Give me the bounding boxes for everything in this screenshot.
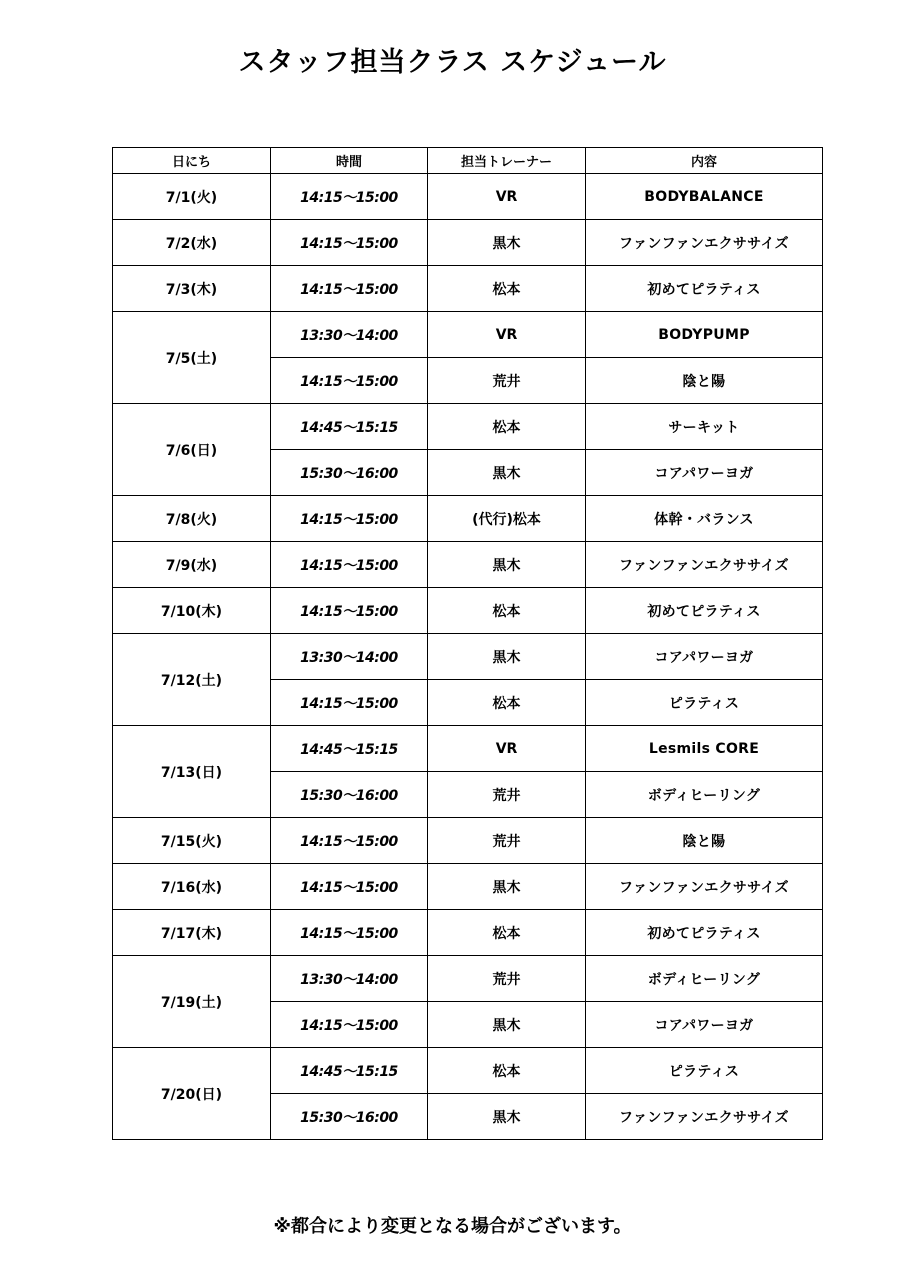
date-cell: 7/9(水) bbox=[113, 542, 271, 588]
time-cell: 14:15～15:00 bbox=[271, 496, 428, 542]
schedule-table bbox=[112, 147, 823, 1140]
class-cell: ファンファンエクササイズ bbox=[586, 220, 823, 266]
class-cell: ファンファンエクササイズ bbox=[586, 864, 823, 910]
class-cell: 初めてピラティス bbox=[586, 588, 823, 634]
trainer-cell: 松本 bbox=[428, 680, 586, 726]
time-cell: 14:15～15:00 bbox=[271, 1002, 428, 1048]
class-cell: 陰と陽 bbox=[586, 818, 823, 864]
class-cell: BODYPUMP bbox=[586, 312, 823, 358]
trainer-cell: 黒木 bbox=[428, 220, 586, 266]
date-cell: 7/2(水) bbox=[113, 220, 271, 266]
table-row bbox=[113, 726, 823, 772]
column-header-time: 時間 bbox=[271, 148, 428, 174]
class-cell: 陰と陽 bbox=[586, 358, 823, 404]
class-cell: コアパワーヨガ bbox=[586, 450, 823, 496]
class-cell: ファンファンエクササイズ bbox=[586, 542, 823, 588]
table-row bbox=[113, 312, 823, 358]
table-row bbox=[113, 956, 823, 1002]
date-cell: 7/10(木) bbox=[113, 588, 271, 634]
trainer-cell: VR bbox=[428, 174, 586, 220]
table-row bbox=[113, 404, 823, 450]
trainer-cell: (代行)松本 bbox=[428, 496, 586, 542]
trainer-cell: 松本 bbox=[428, 910, 586, 956]
class-cell: コアパワーヨガ bbox=[586, 1002, 823, 1048]
time-cell: 15:30～16:00 bbox=[271, 450, 428, 496]
trainer-cell: 荒井 bbox=[428, 772, 586, 818]
class-cell: 初めてピラティス bbox=[586, 266, 823, 312]
class-cell: ボディヒーリング bbox=[586, 956, 823, 1002]
class-cell: BODYBALANCE bbox=[586, 174, 823, 220]
table-row bbox=[113, 496, 823, 542]
trainer-cell: 荒井 bbox=[428, 956, 586, 1002]
page-title: スタッフ担当クラス スケジュール bbox=[238, 47, 667, 78]
table-row bbox=[113, 864, 823, 910]
date-cell: 7/15(火) bbox=[113, 818, 271, 864]
date-cell: 7/6(日) bbox=[113, 404, 271, 496]
time-cell: 14:45～15:15 bbox=[271, 726, 428, 772]
table-row bbox=[113, 220, 823, 266]
table-row bbox=[113, 634, 823, 680]
date-cell: 7/20(日) bbox=[113, 1048, 271, 1140]
time-cell: 13:30～14:00 bbox=[271, 312, 428, 358]
class-cell: Lesmils CORE bbox=[586, 726, 823, 772]
trainer-cell: 松本 bbox=[428, 588, 586, 634]
date-cell: 7/16(水) bbox=[113, 864, 271, 910]
date-cell: 7/19(土) bbox=[113, 956, 271, 1048]
date-cell: 7/8(火) bbox=[113, 496, 271, 542]
time-cell: 14:45～15:15 bbox=[271, 1048, 428, 1094]
date-cell: 7/3(木) bbox=[113, 266, 271, 312]
class-cell: サーキット bbox=[586, 404, 823, 450]
date-cell: 7/5(土) bbox=[113, 312, 271, 404]
trainer-cell: 黒木 bbox=[428, 1094, 586, 1140]
time-cell: 14:15～15:00 bbox=[271, 174, 428, 220]
schedule-body bbox=[113, 174, 823, 1140]
time-cell: 15:30～16:00 bbox=[271, 772, 428, 818]
time-cell: 14:15～15:00 bbox=[271, 818, 428, 864]
trainer-cell: VR bbox=[428, 312, 586, 358]
time-cell: 13:30～14:00 bbox=[271, 956, 428, 1002]
time-cell: 14:15～15:00 bbox=[271, 680, 428, 726]
time-cell: 14:15～15:00 bbox=[271, 542, 428, 588]
table-row bbox=[113, 174, 823, 220]
trainer-cell: 黒木 bbox=[428, 634, 586, 680]
time-cell: 14:15～15:00 bbox=[271, 910, 428, 956]
table-row bbox=[113, 266, 823, 312]
date-cell: 7/13(日) bbox=[113, 726, 271, 818]
class-cell: ボディヒーリング bbox=[586, 772, 823, 818]
table-row bbox=[113, 910, 823, 956]
class-cell: ピラティス bbox=[586, 1048, 823, 1094]
time-cell: 14:45～15:15 bbox=[271, 404, 428, 450]
date-cell: 7/17(木) bbox=[113, 910, 271, 956]
date-cell: 7/1(火) bbox=[113, 174, 271, 220]
trainer-cell: 松本 bbox=[428, 1048, 586, 1094]
trainer-cell: 荒井 bbox=[428, 358, 586, 404]
time-cell: 14:15～15:00 bbox=[271, 266, 428, 312]
trainer-cell: 荒井 bbox=[428, 818, 586, 864]
class-cell: ピラティス bbox=[586, 680, 823, 726]
time-cell: 14:15～15:00 bbox=[271, 220, 428, 266]
trainer-cell: 黒木 bbox=[428, 1002, 586, 1048]
column-header-date: 日にち bbox=[113, 148, 271, 174]
table-row bbox=[113, 542, 823, 588]
class-cell: 体幹・バランス bbox=[586, 496, 823, 542]
trainer-cell: VR bbox=[428, 726, 586, 772]
trainer-cell: 松本 bbox=[428, 404, 586, 450]
time-cell: 14:15～15:00 bbox=[271, 588, 428, 634]
class-cell: ファンファンエクササイズ bbox=[586, 1094, 823, 1140]
table-header-row bbox=[113, 148, 823, 174]
column-header-content: 内容 bbox=[586, 148, 823, 174]
trainer-cell: 黒木 bbox=[428, 864, 586, 910]
table-row bbox=[113, 588, 823, 634]
trainer-cell: 黒木 bbox=[428, 542, 586, 588]
table-row bbox=[113, 818, 823, 864]
time-cell: 14:15～15:00 bbox=[271, 358, 428, 404]
column-header-trainer: 担当トレーナー bbox=[428, 148, 586, 174]
time-cell: 15:30～16:00 bbox=[271, 1094, 428, 1140]
footnote: ※都合により変更となる場合がございます。 bbox=[273, 1216, 632, 1237]
trainer-cell: 黒木 bbox=[428, 450, 586, 496]
class-cell: 初めてピラティス bbox=[586, 910, 823, 956]
time-cell: 14:15～15:00 bbox=[271, 864, 428, 910]
table-row bbox=[113, 1048, 823, 1094]
date-cell: 7/12(土) bbox=[113, 634, 271, 726]
time-cell: 13:30～14:00 bbox=[271, 634, 428, 680]
class-cell: コアパワーヨガ bbox=[586, 634, 823, 680]
trainer-cell: 松本 bbox=[428, 266, 586, 312]
